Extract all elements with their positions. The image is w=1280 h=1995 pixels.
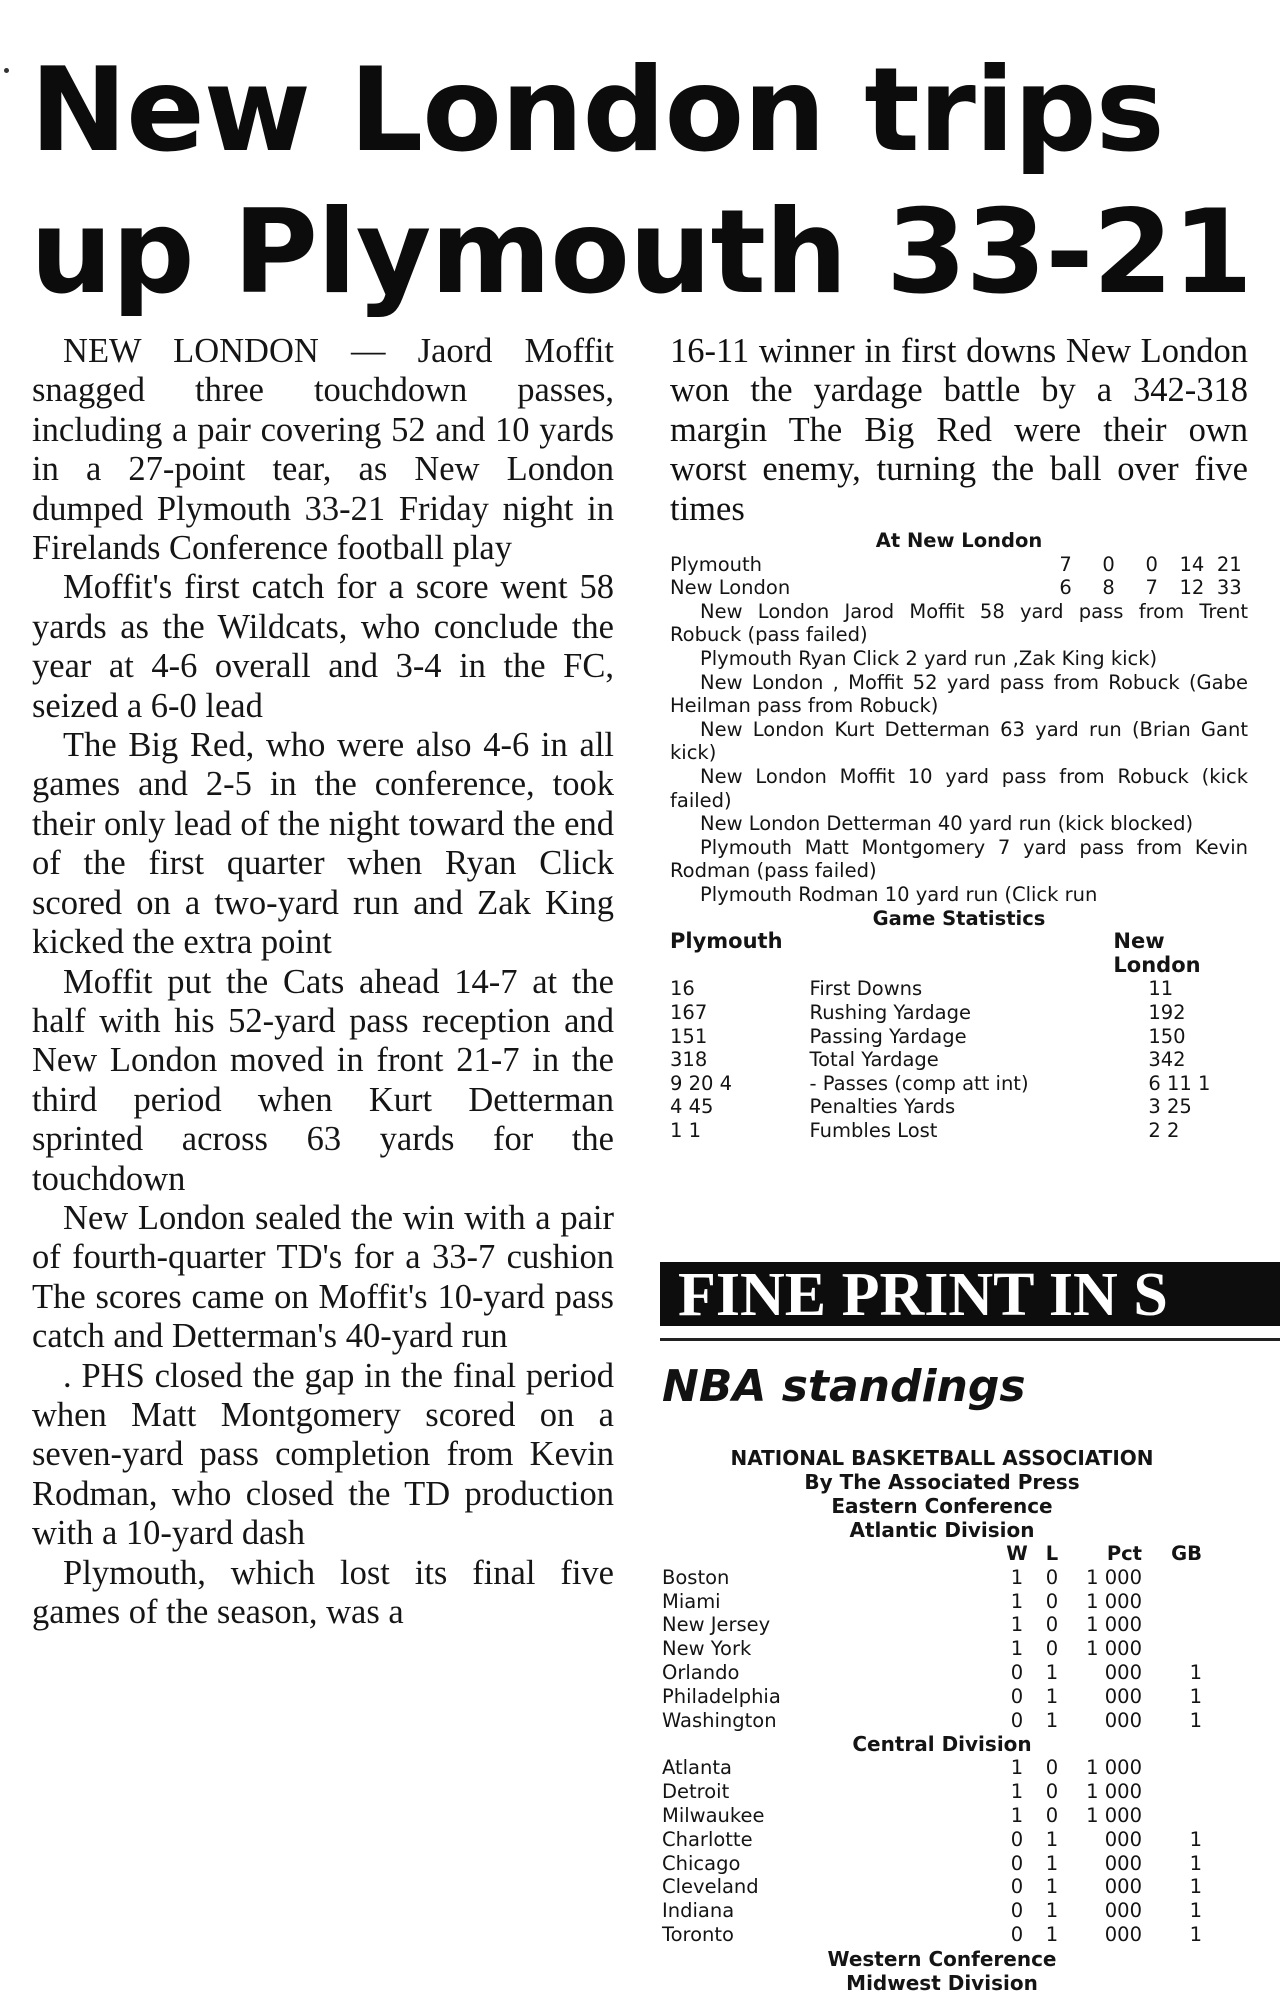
stat-label: - Passes (comp att int) [809, 1071, 1029, 1095]
scoring-play: New London Detterman 40 yard run (kick blocked) [700, 812, 1194, 836]
standings-cell-l: 1 [1045, 1660, 1059, 1684]
standings-cell-l: 0 [1045, 1565, 1059, 1589]
stats-left-team: Plymouth [670, 929, 783, 954]
standings-cell-l: 1 [1045, 1875, 1059, 1899]
standings-cell-team: Milwaukee [662, 1803, 765, 1827]
line-score-q3: 7 [1145, 576, 1158, 600]
stat-row [670, 1001, 1248, 1025]
stat-newlondon: 342 [1148, 1048, 1186, 1072]
boxscore-location: At New London [875, 529, 1043, 553]
stat-row [670, 1048, 1248, 1072]
game-statistics-title: Game Statistics [872, 906, 1046, 930]
atlantic-division-rows [662, 1566, 1222, 1733]
standings-cell-l: 0 [1045, 1613, 1059, 1637]
standings-cell-w: 1 [1010, 1780, 1024, 1804]
story-paragraph: NEW LONDON — Jaord Moffit snagged three touchdown passes, including a pair covering 52 and 10 yards in a 27-point tear, as New London dumped Plymouth 33-21 Friday night in Firelands Conference football play [32, 332, 614, 568]
standings-row [662, 1661, 1222, 1685]
standings-row [662, 1685, 1222, 1709]
standings-cell-w: 0 [1010, 1827, 1024, 1851]
stray-ink-dot [4, 68, 9, 73]
standings-cell-team: Orlando [662, 1660, 740, 1684]
standings-cell-pct: 000 [1104, 1660, 1142, 1684]
line-score-total: 21 [1216, 552, 1242, 576]
stat-plymouth: 16 [670, 977, 695, 1001]
line-score-q1: 6 [1059, 576, 1072, 600]
scoring-play: New London , Moffit 52 yard pass from Robuck (Gabe Heilman pass from Robuck) [670, 670, 1248, 718]
standings-cell-l: 0 [1045, 1589, 1059, 1613]
section-rule [660, 1338, 1280, 1341]
standings-cell-gb [1142, 1566, 1202, 1590]
story-paragraph: The Big Red, who were also 4-6 in all games and 2-5 in the conference, took their only lead of the night toward the end of the first quarter when Ryan Click scored on a two-yard run and Zak King kicked the extra point [32, 726, 614, 962]
standings-cell-gb: 1 [1189, 1899, 1202, 1923]
standings-row [662, 1875, 1222, 1899]
division-heading: Atlantic Division [849, 1518, 1035, 1542]
line-score-q2: 0 [1102, 552, 1115, 576]
byline: By The Associated Press [804, 1470, 1080, 1494]
standings-row [662, 1780, 1222, 1804]
standings-cell-w: 0 [1010, 1899, 1024, 1923]
standings-cell-l: 0 [1045, 1637, 1059, 1661]
standings-cell-w: 0 [1010, 1851, 1024, 1875]
stat-plymouth: 9 20 4 [670, 1071, 733, 1095]
division-heading: Midwest Division [846, 1970, 1038, 1995]
story-paragraph: New London sealed the win with a pair of fourth-quarter TD's for a 33-7 cushion The scores came on Moffit's 10-yard pass catch and Detterman's 40-yard run [32, 1198, 614, 1356]
headline-line-1: New London trips [30, 43, 1164, 178]
story-continuation: 16-11 winner in first downs New London won the yardage battle by a 342-318 margin The Big Red were their own worst enemy, turning the ball over five times [670, 332, 1248, 528]
line-score-q4: 14 [1179, 552, 1205, 576]
standings-cell-w: 1 [1010, 1565, 1024, 1589]
standings-cell-gb [1142, 1613, 1202, 1637]
stat-newlondon: 6 11 1 [1148, 1071, 1211, 1095]
stat-label: Rushing Yardage [809, 1000, 971, 1024]
line-score-row [670, 553, 1248, 577]
scoring-play: New London Jarod Moffit 58 yard pass from Trent Robuck (pass failed) [670, 599, 1248, 647]
standings-cell-gb: 1 [1189, 1708, 1202, 1732]
standings-cell-team: Cleveland [662, 1875, 759, 1899]
stat-newlondon: 11 [1148, 977, 1174, 1001]
standings-cell-w: 0 [1010, 1708, 1024, 1732]
scoring-play: New London Kurt Detterman 63 yard run (Brian Gant kick) [670, 717, 1248, 765]
standings-row [662, 1613, 1222, 1637]
headline-line-2: up Plymouth 33-21 [30, 185, 1252, 320]
stat-plymouth: 1 1 [670, 1118, 702, 1142]
standings-cell-pct: 000 [1104, 1827, 1142, 1851]
line-score-q1: 7 [1059, 552, 1072, 576]
story-column [32, 332, 614, 1632]
standings-cell-gb: 1 [1189, 1660, 1202, 1684]
headline [30, 40, 1270, 324]
standings-cell-gb: 1 [1189, 1827, 1202, 1851]
scoring-play: Plymouth Matt Montgomery 7 yard pass from Kevin Rodman (pass failed) [670, 835, 1248, 883]
standings-cell-pct: 1 000 [1086, 1803, 1142, 1827]
stat-plymouth: 151 [670, 1024, 708, 1048]
standings-column-headers [662, 1542, 1222, 1566]
standings-cell-w: 0 [1010, 1922, 1024, 1946]
standings-cell-w: 1 [1010, 1613, 1024, 1637]
standings-cell-pct: 1 000 [1086, 1780, 1142, 1804]
stat-row [670, 1025, 1248, 1049]
line-score-team: Plymouth [670, 552, 763, 576]
standings-cell-l: 0 [1045, 1780, 1059, 1804]
line-score-team: New London [670, 576, 791, 600]
story-paragraph: Plymouth, which lost its final five games of the season, was a [32, 1553, 614, 1631]
standings-row [662, 1566, 1222, 1590]
standings-cell-team: Indiana [662, 1899, 735, 1923]
standings-cell-team: Charlotte [662, 1827, 753, 1851]
scoring-play: New London Moffit 10 yard pass from Robuck (kick failed) [670, 764, 1248, 812]
nba-standings-table [662, 1446, 1222, 1995]
standings-row [662, 1637, 1222, 1661]
standings-cell-l: 0 [1045, 1756, 1059, 1780]
conference-heading: Western Conference [827, 1946, 1057, 1971]
standings-cell-team: Detroit [662, 1780, 730, 1804]
standings-cell-l: 1 [1045, 1899, 1059, 1923]
standings-cell-team: Philadelphia [662, 1684, 781, 1708]
stat-label: Fumbles Lost [809, 1118, 938, 1142]
line-score-q2: 8 [1102, 576, 1115, 600]
col-losses: L [1045, 1542, 1059, 1565]
standings-cell-pct: 000 [1104, 1684, 1142, 1708]
standings-cell-team: Washington [662, 1708, 777, 1732]
scoring-play: Plymouth Rodman 10 yard run (Click run [700, 882, 1098, 906]
fine-print-banner: FINE PRINT IN S [660, 1262, 1280, 1326]
stat-label: Passing Yardage [809, 1024, 967, 1048]
standings-cell-pct: 1 000 [1086, 1565, 1142, 1589]
story-paragraph: Moffit's first catch for a score went 58 yards as the Wildcats, who conclude the year at 4-6 overall and 3-4 in the FC, seized a 6-0 lead [32, 568, 614, 725]
col-gb: GB [1171, 1542, 1202, 1565]
nba-standings-title: NBA standings [662, 1361, 1026, 1412]
standings-cell-gb: 1 [1189, 1922, 1202, 1946]
standings-row [662, 1804, 1222, 1828]
standings-row [662, 1899, 1222, 1923]
scoring-play: Plymouth Ryan Click 2 yard run ,Zak King kick) [700, 647, 1158, 670]
stat-newlondon: 192 [1148, 1000, 1186, 1024]
standings-cell-w: 1 [1010, 1756, 1024, 1780]
stat-row [670, 977, 1248, 1001]
standings-cell-pct: 1 000 [1086, 1589, 1142, 1613]
stat-row [670, 1119, 1248, 1143]
game-statistics-header [670, 930, 1248, 977]
stat-plymouth: 318 [670, 1048, 708, 1072]
standings-row [662, 1590, 1222, 1614]
standings-cell-gb [1142, 1804, 1202, 1828]
central-division-rows [662, 1756, 1222, 1946]
standings-cell-pct: 1 000 [1086, 1613, 1142, 1637]
standings-cell-gb [1142, 1637, 1202, 1661]
standings-row [662, 1756, 1222, 1780]
standings-cell-gb [1142, 1780, 1202, 1804]
standings-cell-gb [1142, 1756, 1202, 1780]
standings-cell-w: 0 [1010, 1660, 1024, 1684]
standings-cell-team: Toronto [662, 1922, 734, 1946]
standings-cell-team: Atlanta [662, 1756, 732, 1780]
standings-row [662, 1923, 1222, 1947]
standings-cell-pct: 000 [1104, 1922, 1142, 1946]
standings-cell-l: 1 [1045, 1851, 1059, 1875]
standings-cell-l: 1 [1045, 1827, 1059, 1851]
stat-row [670, 1095, 1248, 1119]
line-score-q4: 12 [1179, 576, 1205, 600]
standings-cell-w: 1 [1010, 1589, 1024, 1613]
line-score-total: 33 [1216, 576, 1242, 600]
standings-cell-l: 0 [1045, 1803, 1059, 1827]
story-column-2 [670, 332, 1248, 1142]
standings-cell-w: 1 [1010, 1803, 1024, 1827]
story-paragraph: Moffit put the Cats ahead 14-7 at the half with his 52-yard pass reception and New London moved in front 21-7 in the third period when Kurt Detterman sprinted across 63 yards for the touchdown [32, 962, 614, 1198]
standings-cell-pct: 000 [1104, 1708, 1142, 1732]
standings-cell-team: Miami [662, 1589, 721, 1613]
standings-cell-gb: 1 [1189, 1684, 1202, 1708]
standings-cell-l: 1 [1045, 1708, 1059, 1732]
stat-plymouth: 167 [670, 1000, 708, 1024]
standings-cell-w: 0 [1010, 1875, 1024, 1899]
col-wins: W [1006, 1542, 1028, 1565]
stat-plymouth: 4 45 [670, 1095, 714, 1119]
division-heading: Central Division [852, 1732, 1032, 1757]
standings-cell-team: New Jersey [662, 1613, 771, 1637]
stat-newlondon: 150 [1148, 1024, 1186, 1048]
standings-cell-pct: 000 [1104, 1851, 1142, 1875]
standings-cell-l: 1 [1045, 1922, 1059, 1946]
standings-cell-w: 0 [1010, 1684, 1024, 1708]
standings-cell-l: 1 [1045, 1684, 1059, 1708]
standings-cell-team: Chicago [662, 1851, 741, 1875]
stat-newlondon: 2 2 [1148, 1118, 1180, 1142]
standings-cell-pct: 000 [1104, 1875, 1142, 1899]
association-heading: NATIONAL BASKETBALL ASSOCIATION [730, 1446, 1154, 1470]
stat-newlondon: 3 25 [1148, 1095, 1192, 1119]
standings-row [662, 1709, 1222, 1733]
stat-label: First Downs [809, 977, 923, 1001]
standings-cell-pct: 000 [1104, 1899, 1142, 1923]
standings-cell-team: Boston [662, 1565, 730, 1589]
standings-cell-gb: 1 [1189, 1851, 1202, 1875]
line-score-row [670, 576, 1248, 600]
stats-right-team: New London [1113, 929, 1201, 977]
stat-label: Penalties Yards [809, 1095, 956, 1119]
standings-cell-gb [1142, 1590, 1202, 1614]
standings-cell-pct: 1 000 [1086, 1756, 1142, 1780]
line-score-q3: 0 [1145, 552, 1158, 576]
stat-label: Total Yardage [809, 1048, 939, 1072]
boxscore [670, 529, 1248, 1142]
conference-heading: Eastern Conference [831, 1494, 1053, 1518]
col-pct: Pct [1106, 1542, 1142, 1565]
story-paragraph: . PHS closed the gap in the final period when Matt Montgomery scored on a seven-yard pass completion from Kevin Rodman, who closed the TD production with a 10-yard dash [32, 1356, 614, 1553]
standings-cell-gb: 1 [1189, 1875, 1202, 1899]
standings-cell-w: 1 [1010, 1637, 1024, 1661]
standings-row [662, 1828, 1222, 1852]
stat-row [670, 1072, 1248, 1096]
standings-row [662, 1852, 1222, 1876]
standings-cell-pct: 1 000 [1086, 1637, 1142, 1661]
standings-cell-team: New York [662, 1637, 752, 1661]
